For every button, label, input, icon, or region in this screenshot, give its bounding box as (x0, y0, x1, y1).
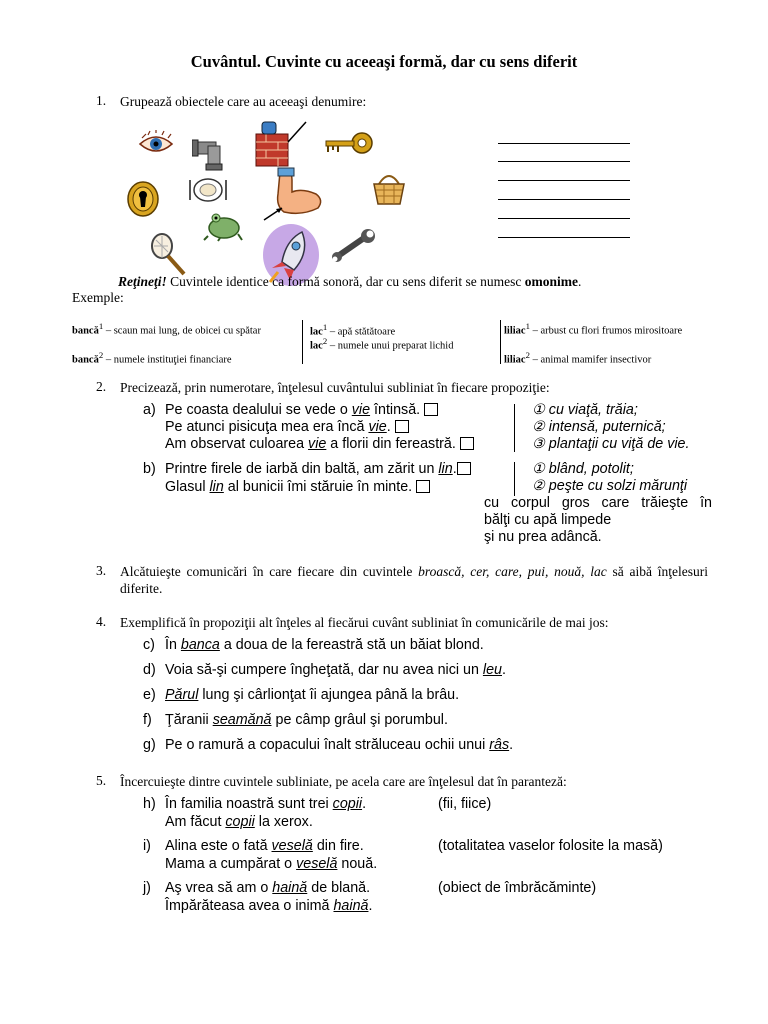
underlined-word[interactable]: veselă (271, 838, 313, 854)
answer-line[interactable] (498, 199, 630, 200)
example-sup: 2 (322, 336, 328, 346)
sentence-text: din fire. (312, 838, 364, 854)
tennis-racket-icon (148, 232, 188, 276)
item-label: j) (143, 880, 151, 896)
eye-icon (138, 130, 174, 158)
question-text-part: să aibă înţelesuri diferite. (120, 564, 708, 596)
sentence-a2 (165, 419, 409, 435)
meaning-a-1: ① cu viaţă, trăia; (532, 402, 638, 418)
question-text: Exemplifică în propoziţii alt înţeles al fiecărui cuvânt subliniat în comunicările de mai jos: (120, 615, 609, 630)
sentence-d (165, 662, 506, 678)
underlined-word: râs (489, 737, 510, 753)
underlined-word[interactable]: veselă (296, 856, 338, 872)
sentence-text: . (502, 662, 506, 678)
example-sup: 2 (98, 350, 104, 360)
keyhole-icon (126, 180, 160, 218)
item-label: a) (143, 402, 156, 418)
column-divider (302, 320, 303, 364)
item-label: b) (143, 461, 156, 477)
sentence-text: Pe coasta dealului se vede o (165, 402, 352, 418)
meaning-a-3: ③ plantaţii cu viţă de vie. (532, 436, 690, 452)
sentence-text: Aş vrea să am o (165, 880, 273, 896)
sentence-text: Am observat culoarea (165, 436, 309, 452)
question-number: 4. (96, 614, 107, 629)
item-label: h) (143, 796, 156, 812)
example-lac-2 (310, 335, 453, 353)
underlined-word[interactable]: haină (333, 898, 369, 914)
underlined-word: leu (482, 662, 502, 678)
example-def: – scaun mai lung, de obicei cu spătar (103, 325, 261, 337)
sentence-text: lung şi cârlionţat îi ajungea până la brâu. (198, 687, 460, 703)
arm-elbow-icon (262, 166, 328, 224)
sentence-text: a florii din fereastră. (326, 436, 456, 452)
item-label: d) (143, 662, 156, 678)
meaning-b-1: ① blând, potolit; (532, 461, 634, 477)
example-sup: 1 (98, 321, 104, 331)
answer-line[interactable] (498, 180, 630, 181)
question-text: Grupează obiectele care au aceeaşi denumire: (120, 94, 367, 109)
meaning-divider (514, 404, 515, 452)
answer-line[interactable] (498, 161, 630, 162)
item-label: e) (143, 687, 156, 703)
example-def: – apă stătătoare (327, 326, 396, 338)
underlined-word: Părul (165, 687, 199, 703)
retineti-note (72, 273, 710, 290)
underlined-word: banca (180, 637, 220, 653)
retineti-label: Reţineţi! (118, 274, 167, 289)
example-sup: 1 (525, 321, 530, 331)
sentence-text: Voia să-şi cumpere îngheţată, dar nu avea nici un (165, 662, 483, 678)
retineti-text: Cuvintele identice ca formă sonoră, dar cu sens diferit se numesc (166, 274, 525, 289)
example-word: liliac (504, 354, 526, 366)
meaning-b-2: ② peşte cu solzi mărunţi (532, 478, 688, 494)
question-number: 3. (96, 563, 107, 578)
sentence-i1 (165, 838, 364, 854)
question-text-part: Alcătuieşte comunicări în care fiecare din cuvintele (120, 564, 419, 579)
question-number: 1. (96, 93, 107, 108)
sentence-text: Am făcut (165, 814, 226, 830)
key-icon (322, 130, 374, 158)
example-def: – numele unui preparat lichid (327, 340, 454, 352)
example-liliac-2 (504, 349, 651, 367)
sentence-text: la xerox. (254, 814, 313, 830)
example-word: bancă (72, 354, 99, 366)
hint-h: (fii, fiice) (438, 796, 492, 812)
underlined-word: vie (368, 419, 387, 435)
example-def: – animal mamifer insectivor (529, 354, 652, 366)
meaning-divider (514, 462, 515, 496)
example-def: – arbust cu flori frumos mirositoare (529, 325, 683, 337)
underlined-word: seamănă (212, 712, 272, 728)
answer-checkbox[interactable] (424, 403, 438, 416)
example-word: liliac (504, 325, 526, 337)
sentence-text: întinsă. (370, 402, 421, 418)
sentence-text: Ţăranii (165, 712, 213, 728)
question-number: 2. (96, 379, 107, 394)
hint-j: (obiect de îmbrăcăminte) (438, 880, 597, 896)
example-sup: 1 (322, 322, 328, 332)
sentence-text: În (165, 637, 181, 653)
sentence-b2 (165, 479, 430, 495)
sentence-text: Pe o ramură a copacului înalt străluceau ochii unui (165, 737, 490, 753)
sentence-e (165, 687, 459, 703)
sentence-b1 (165, 461, 471, 477)
meaning-a-2: ② intensă, puternică; (532, 419, 666, 435)
hint-i: (totalitatea vaselor folosite la masă) (438, 838, 663, 854)
meaning-b-4: bălţi cu apă limpede (484, 512, 612, 528)
answer-checkbox[interactable] (395, 420, 409, 433)
basket-icon (372, 170, 406, 206)
word-list: broască, cer, care, pui, nouă, lac (418, 564, 607, 579)
answer-checkbox[interactable] (460, 437, 474, 450)
dinner-plate-icon (188, 176, 228, 204)
underlined-word: vie (308, 436, 327, 452)
sentence-text: Printre firele de iarbă din baltă, am zărit un (165, 461, 439, 477)
example-word: bancă (72, 325, 99, 337)
sentence-text: al bunicii îmi stăruie în minte. (223, 479, 413, 495)
example-banca-2 (72, 349, 302, 367)
meaning-b-5: şi nu prea adâncă. (484, 529, 602, 545)
sentence-text: Pe atunci pisicuţa mea era încă (165, 419, 369, 435)
page-title: Cuvântul. Cuvinte cu aceeaşi formă, dar cu sens diferit (190, 52, 578, 71)
frog-icon (202, 210, 244, 242)
item-label: f) (143, 712, 152, 728)
item-label: g) (143, 737, 156, 753)
sentence-text: . (362, 796, 367, 812)
sentence-a3 (165, 436, 474, 452)
sentence-text: Glasul (165, 479, 210, 495)
sentence-j2 (165, 898, 372, 914)
underlined-word: vie (351, 402, 371, 418)
sentence-text: . (386, 419, 391, 435)
example-liliac-1 (504, 320, 712, 338)
sentence-text: pe câmp grâul şi porumbul. (271, 712, 448, 728)
example-word: lac (310, 326, 323, 338)
sentence-c (165, 637, 484, 653)
answer-line[interactable] (498, 237, 630, 238)
meaning-b-3: cu corpul gros care trăieşte în (484, 495, 712, 511)
answer-checkbox[interactable] (416, 480, 430, 493)
sentence-h1 (165, 796, 366, 812)
column-divider (500, 320, 501, 364)
sentence-f (165, 712, 448, 728)
sentence-g (165, 737, 513, 753)
question-text: Încercuieşte dintre cuvintele subliniate, pe acela care are înţelesul dat în paranteză: (120, 774, 567, 789)
exemple-label: Exemple: (72, 290, 124, 305)
underlined-word[interactable]: haină (272, 880, 308, 896)
sentence-text: Alina este o fată (165, 838, 272, 854)
sentence-text: În familia noastră sunt trei (165, 796, 333, 812)
example-sup: 2 (525, 350, 530, 360)
example-banca-1 (72, 320, 292, 338)
sentence-text: . (452, 461, 457, 477)
sentence-i2 (165, 856, 377, 872)
underlined-word[interactable]: copii (332, 796, 363, 812)
answer-line[interactable] (498, 218, 630, 219)
sentence-h2 (165, 814, 313, 830)
sentence-text: Mama a cumpărat o (165, 856, 297, 872)
underlined-word: lin (209, 479, 224, 495)
example-word: lac (310, 340, 323, 352)
question-text: Precizează, prin numerotare, înţelesul cuvântului subliniat în fiecare propoziţie: (120, 380, 550, 395)
underlined-word[interactable]: copii (225, 814, 255, 830)
example-def: – numele instituţiei financiare (103, 354, 232, 366)
sentence-text: a doua de la fereastră stă un băiat blond. (219, 637, 484, 653)
underlined-word: lin (438, 461, 453, 477)
retineti-end: . (578, 274, 582, 289)
sentence-text: nouă. (337, 856, 378, 872)
question-text (120, 563, 708, 597)
wrench-icon (330, 228, 380, 262)
item-label: c) (143, 637, 155, 653)
sentence-text: . (509, 737, 514, 753)
sentence-text: Împărăteasa avea o inimă (165, 898, 334, 914)
sentence-j1 (165, 880, 370, 896)
item-label: i) (143, 838, 151, 854)
sentence-text: . (368, 898, 373, 914)
question-number: 5. (96, 773, 107, 788)
pipe-icon (192, 136, 232, 172)
answer-line[interactable] (498, 143, 630, 144)
sentence-text: de blană. (307, 880, 371, 896)
wall-with-lock-icon (252, 120, 310, 168)
sentence-a1 (165, 402, 438, 418)
omonime-term: omonime (524, 274, 579, 289)
answer-checkbox[interactable] (457, 462, 471, 475)
